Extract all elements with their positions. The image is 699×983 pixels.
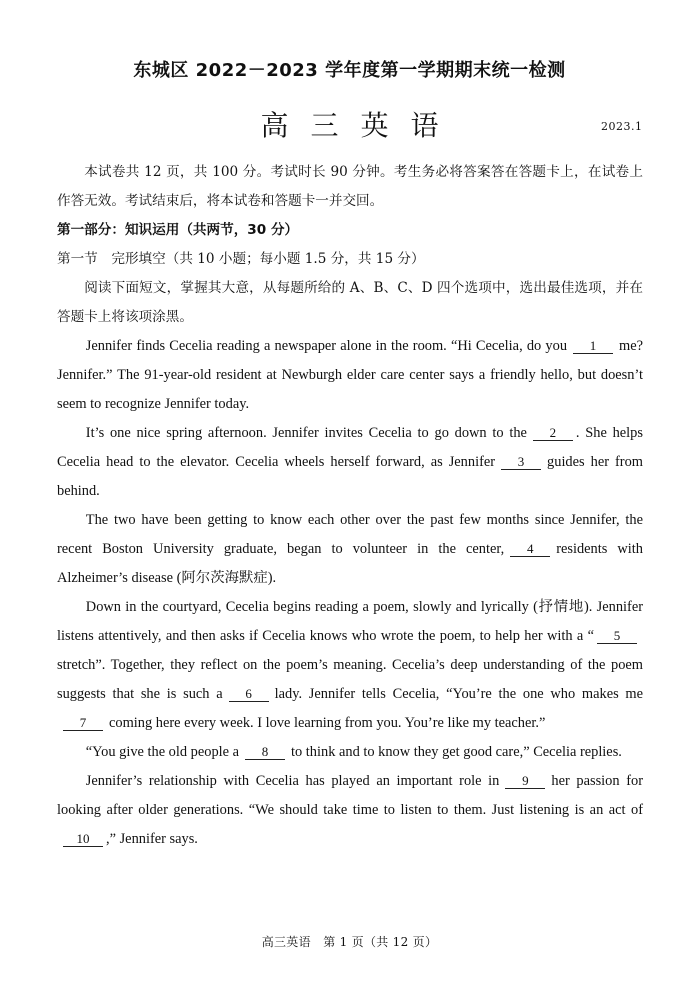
- exam-body: [57, 158, 643, 854]
- passage-text: to think and to know they get good care,” Cecelia replies.: [291, 744, 622, 760]
- blank-6: 6: [229, 686, 269, 702]
- passage-text: It’s one nice spring afternoon. Jennifer invites Cecelia to go down to the: [85, 425, 527, 441]
- passage-paragraph-4: [57, 593, 643, 738]
- passage-text: stretch”. Together, they reflect on the poem’s meaning. Cecelia’s deep understanding of the poem suggests that she is such a: [57, 657, 643, 702]
- passage-text: ,” Jennifer says.: [106, 831, 198, 847]
- subject-title: 高三英语: [260, 109, 461, 142]
- section-heading: 第一节 完形填空（共 10 小题；每小题 1.5 分，共 15 分）: [57, 251, 425, 267]
- instructions-paragraph: 本试卷共 12 页，共 100 分。考试时长 90 分钟。考生务必将答案答在答题卡上，在试卷上作答无效。考试结束后，将本试卷和答题卡一并交回。: [57, 164, 643, 209]
- passage-text: Jennifer finds Cecelia reading a newspaper alone in the room. “Hi Cecelia, do you: [85, 338, 568, 354]
- blank-1: 1: [573, 338, 613, 354]
- passage-text: guides her from behind.: [57, 454, 643, 499]
- blank-4: 4: [510, 541, 550, 557]
- passage-text: coming here every week. I love learning from you. You’re like my teacher.”: [109, 715, 546, 731]
- blank-5: 5: [597, 628, 637, 644]
- passage-paragraph-6: [57, 767, 643, 854]
- passage-text: residents with Alzheimer’s disease (阿尔茨海默症).: [57, 541, 643, 586]
- exam-title: 东城区 2022－2023 学年度第一学期期末统一检测: [133, 60, 566, 81]
- page-footer: 高三英语 第 1 页（共 12 页）: [261, 935, 438, 949]
- passage-paragraph-3: [57, 506, 643, 593]
- passage-text: her passion for looking after older generations. “We should take time to listen to them. Just listening is an act of: [57, 773, 643, 818]
- blank-2: 2: [533, 425, 573, 441]
- blank-3: 3: [501, 454, 541, 470]
- passage-text: Down in the courtyard, Cecelia begins reading a poem, slowly and lyrically (抒情地). Jennifer listens attentively, and then asks if Cecelia knows who wrote the poem, to help her with a “: [57, 599, 643, 644]
- blank-7: 7: [63, 715, 103, 731]
- task-instructions: 阅读下面短文，掌握其大意，从每题所给的 A、B、C、D 四个选项中，选出最佳选项，并在答题卡上将该项涂黑。: [57, 280, 643, 325]
- passage-text: lady. Jennifer tells Cecelia, “You’re the one who makes me: [274, 686, 644, 702]
- blank-8: 8: [245, 744, 285, 760]
- part-heading: 第一部分：知识运用（共两节，30 分）: [57, 222, 299, 238]
- exam-date: 2023.1: [601, 120, 643, 133]
- passage-text: “You give the old people a: [85, 744, 240, 760]
- blank-10: 10: [63, 831, 103, 847]
- passage-paragraph-1: [57, 332, 643, 419]
- passage-paragraph-5: [57, 738, 643, 767]
- blank-9: 9: [505, 773, 545, 789]
- passage-text: . She helps Cecelia head to the elevator. Cecelia wheels herself forward, as Jennifer: [57, 425, 643, 470]
- passage-text: me? Jennifer.” The 91-year-old resident at Newburgh elder care center says a friendly hello, but doesn’t seem to recognize Jennifer today.: [57, 338, 643, 412]
- passage-paragraph-2: [57, 419, 643, 506]
- passage-text: The two have been getting to know each other over the past few months since Jennifer, the recent Boston University graduate, began to volunteer in the center,: [57, 512, 643, 557]
- passage-text: Jennifer’s relationship with Cecelia has played an important role in: [85, 773, 500, 789]
